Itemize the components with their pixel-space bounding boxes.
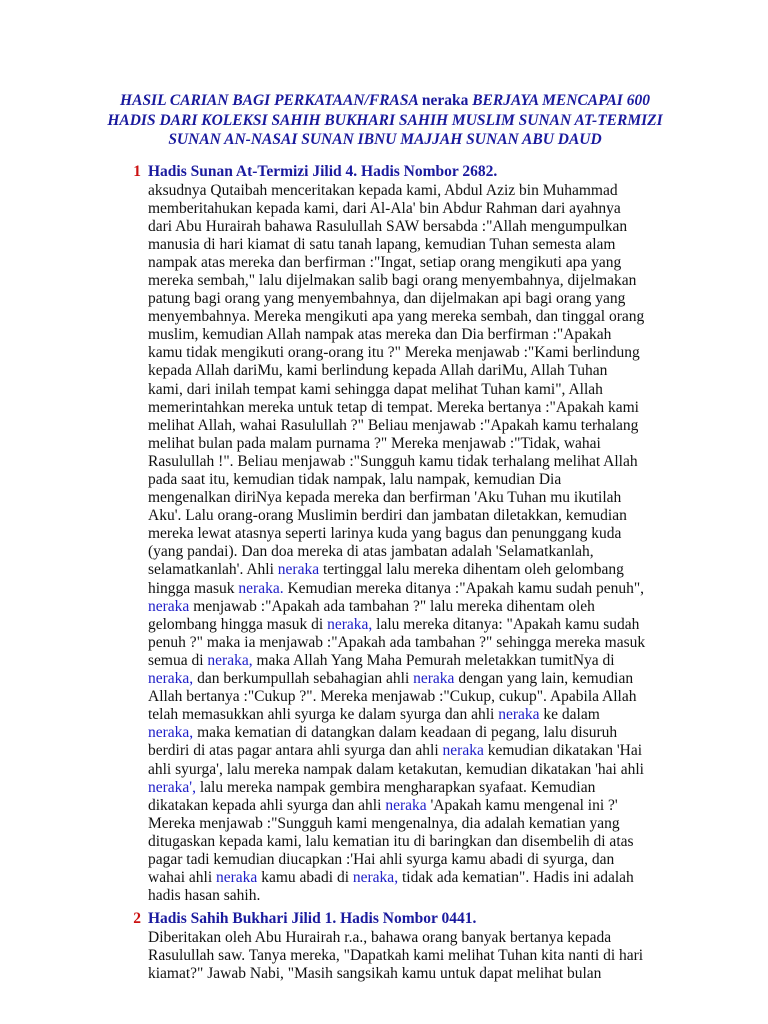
text-line — [148, 507, 644, 525]
text-segment: aksudnya Qutaibah menceritakan kepada kami, Abdul Aziz bin Muhammad — [148, 181, 618, 199]
text-segment: 'Apakah kamu mengenal ini ?' — [426, 796, 618, 814]
result-text — [148, 182, 644, 906]
text-line — [148, 815, 644, 833]
text-line — [148, 344, 644, 362]
text-segment: wahai ahli — [148, 869, 217, 887]
heading-suffix: BERJAYA MENCAPAI 600 — [472, 92, 650, 109]
text-segment: ke dalam — [539, 706, 600, 724]
text-segment: kami, dari inilah tempat kami sehingga dapat melihat Tuhan kami", Allah — [148, 380, 603, 398]
text-segment: Diberitakan oleh Abu Hurairah r.a., bahawa orang banyak bertanya kepada — [148, 928, 612, 946]
text-segment: muslim, kemudian Allah nampak atas mereka dan Dia berfirman :"Apakah — [148, 326, 612, 344]
text-line — [148, 742, 644, 760]
keyword-highlight[interactable]: neraka, — [148, 670, 194, 688]
text-segment: dan berkumpullah sebahagian ahli — [193, 670, 414, 688]
text-line — [148, 489, 644, 507]
text-segment: pada saat itu, kemudian tidak nampak, lalu nampak, kemudian Dia — [148, 471, 562, 488]
text-line — [148, 779, 644, 797]
keyword-highlight[interactable]: neraka — [442, 742, 484, 760]
text-line — [148, 724, 644, 742]
text-segment: dikatakan kepada ahli syurga dan ahli — [148, 796, 386, 814]
text-line — [148, 381, 644, 399]
keyword-highlight[interactable]: neraka, — [207, 651, 253, 669]
text-segment: Allah bertanya :"Cukup ?". Mereka menjawab :"Cukup, cukup". Apabila Allah — [148, 688, 637, 706]
text-line — [148, 634, 644, 652]
keyword-highlight[interactable]: neraka, — [148, 724, 194, 742]
text-segment: menyembahnya. Mereka mengikuti apa yang mereka sembah, dan tinggal orang — [148, 308, 645, 326]
text-segment: memerintahkan mereka untuk tetap di tempat. Mereka bertanya :"Apakah kami — [148, 398, 639, 416]
text-line — [148, 688, 644, 706]
text-line — [148, 947, 644, 965]
keyword-highlight[interactable]: neraka — [413, 670, 455, 688]
text-line — [148, 965, 644, 983]
text-line — [148, 435, 644, 453]
text-segment: hadis hasan sahih. — [148, 887, 261, 905]
text-line — [148, 543, 644, 561]
text-line — [148, 761, 644, 779]
text-segment: patung bagi orang yang menyembahnya, dan dijelmakan api bagi orang yang — [148, 290, 626, 308]
text-line — [148, 670, 644, 688]
text-line — [148, 182, 644, 200]
text-segment: (yang pandai). Dan doa mereka di atas jambatan adalah 'Selamatkanlah, — [148, 543, 594, 561]
text-line — [148, 580, 644, 598]
text-line — [148, 453, 644, 471]
text-segment: kiamat?" Jawab Nabi, "Masih sangsikah kamu untuk dapat melihat bulan — [148, 964, 602, 982]
text-line — [148, 869, 644, 887]
text-line — [148, 561, 644, 579]
text-segment: melihat Allah, wahai Rasulullah ?" Beliau menjawab :"Apakah kamu terhalang — [148, 416, 639, 434]
text-line — [148, 616, 644, 634]
text-line — [148, 598, 644, 616]
text-segment: mengenalkan diriNya kepada mereka dan berfirman 'Aku Tuhan mu ikutilah — [148, 489, 622, 507]
text-segment: kamu tidak mengikuti orang-orang itu ?" Mereka menjawab :"Kami berlindung — [148, 344, 640, 362]
search-results-heading — [100, 91, 670, 150]
result-number: 1 — [133, 163, 141, 180]
result-number: 2 — [133, 910, 141, 927]
text-segment: tertinggal lalu mereka dihentam oleh gelombang — [319, 561, 624, 579]
text-segment: penuh ?" maka ia menjawab :"Apakah ada tambahan ?" sehingga mereka masuk — [148, 633, 646, 651]
text-segment: hingga masuk — [148, 579, 239, 597]
heading-line-1 — [100, 91, 670, 111]
text-line — [148, 236, 644, 254]
keyword-highlight[interactable]: neraka, — [352, 869, 399, 887]
text-segment: maka kematian di datangkan dalam keadaan di pegang, lalu disuruh — [193, 724, 618, 742]
text-line — [148, 929, 644, 947]
text-line — [148, 362, 644, 380]
text-line — [148, 399, 644, 417]
text-segment: gelombang hingga masuk di — [148, 615, 328, 633]
text-segment: mereka sembah," lalu dijelmakan salib bagi orang menyembahnya, dijelmakan — [148, 271, 637, 289]
keyword-highlight[interactable]: neraka. — [238, 579, 284, 597]
text-line — [148, 706, 644, 724]
text-line — [148, 308, 644, 326]
keyword-highlight[interactable]: neraka — [385, 796, 427, 814]
text-segment: nampak atas mereka dan berfirman :"Ingat, setiap orang mengikuti apa yang — [148, 253, 622, 271]
result-text — [148, 929, 644, 983]
text-segment: Mereka menjawab :"Sungguh kami mengenalnya, dia adalah kematian yang — [148, 814, 620, 832]
text-line — [148, 290, 644, 308]
text-segment: kamu abadi di — [257, 869, 353, 887]
text-segment: dengan yang lain, kemudian — [454, 670, 634, 688]
keyword-highlight[interactable]: neraka — [148, 597, 190, 615]
text-segment: semua di — [148, 651, 208, 669]
keyword-highlight[interactable]: neraka', — [148, 778, 196, 796]
text-segment: maka Allah Yang Maha Pemurah meletakkan tumitNya di — [252, 651, 615, 669]
result-title-link[interactable]: Hadis Sahih Bukhari Jilid 1. Hadis Nombor 0441. — [148, 910, 477, 927]
text-segment: berdiri di atas pagar antara ahli syurga dan ahli — [148, 742, 443, 760]
text-line — [148, 417, 644, 435]
text-line — [148, 887, 644, 905]
text-line — [148, 851, 644, 869]
text-segment: telah memasukkan ahli syurga ke dalam syurga dan ahli — [148, 706, 499, 724]
text-segment: melihat bulan pada malam purnama ?" Mereka menjawab :"Tidak, wahai — [148, 434, 601, 452]
text-segment: Rasulullah !". Beliau menjawab :"Sungguh kamu tidak terhalang melihat Allah — [148, 452, 638, 470]
text-segment: ahli syurga', lalu mereka nampak dalam ketakutan, kemudian dikatakan 'hai ahli — [148, 760, 644, 778]
text-segment: selamatkanlah'. Ahli — [148, 561, 278, 579]
text-segment: Aku'. Lalu orang-orang Muslimin berdiri dan jambatan diletakkan, kemudian — [148, 507, 627, 525]
result-title-link[interactable]: Hadis Sunan At-Termizi Jilid 4. Hadis Nombor 2682. — [148, 163, 498, 180]
text-line — [148, 218, 644, 236]
keyword-highlight[interactable]: neraka — [277, 561, 320, 579]
text-segment: lalu mereka nampak gembira mengharapkan syafaat. Kemudian — [195, 778, 596, 796]
text-segment: pagar tadi kemudian diucapkan :'Hai ahli syurga kamu abadi di syurga, dan — [148, 850, 615, 868]
text-segment: ditugaskan kepada kami, lalu kematian itu di baringkan dan disembelih di atas — [148, 832, 634, 850]
heading-line-3: SUNAN AN-NASAI SUNAN IBNU MAJJAH SUNAN ABU DAUD — [168, 131, 602, 148]
keyword-highlight[interactable]: neraka — [498, 706, 540, 724]
text-segment: lalu mereka ditanya: "Apakah kamu sudah — [372, 615, 640, 633]
text-line — [148, 254, 644, 272]
heading-line-2: HADIS DARI KOLEKSI SAHIH BUKHARI SAHIH MUSLIM SUNAN AT-TERMIZI — [107, 111, 663, 129]
text-line — [148, 525, 644, 543]
text-segment: memberitahukan kepada kami, dari Al-Ala' bin Abdur Rahman dari ayahnya — [148, 199, 621, 217]
text-line — [148, 200, 644, 218]
text-line — [148, 833, 644, 851]
text-line — [148, 652, 644, 670]
text-segment: Rasulullah saw. Tanya mereka, "Dapatkah kami melihat Tuhan kita nanti di hari — [148, 946, 644, 964]
heading-keyword: neraka — [421, 92, 469, 109]
text-line — [148, 471, 644, 489]
keyword-highlight[interactable]: neraka, — [327, 615, 373, 633]
text-line — [148, 326, 644, 344]
text-segment: kepada Allah dariMu, kami berlindung kepada Allah dariMu, Allah Tuhan — [148, 362, 608, 380]
keyword-highlight[interactable]: neraka — [216, 869, 258, 887]
text-segment: dari Abu Hurairah bahawa Rasulullah SAW bersabda :"Allah mengumpulkan — [148, 217, 628, 235]
text-segment: manusia di hari kiamat di satu tanah lapang, kemudian Tuhan semesta alam — [148, 235, 616, 253]
text-segment: mereka lewat atasnya seperti larinya kuda yang bagus dan penunggang kuda — [148, 525, 622, 543]
text-segment: menjawab :"Apakah ada tambahan ?" lalu mereka dihentam oleh — [189, 597, 595, 615]
heading-prefix: HASIL CARIAN BAGI PERKATAAN/FRASA — [120, 92, 418, 109]
text-line — [148, 272, 644, 290]
text-line — [148, 797, 644, 815]
text-segment: Kemudian mereka ditanya :"Apakah kamu sudah penuh", — [283, 579, 645, 597]
text-segment: kemudian dikatakan 'Hai — [483, 742, 643, 760]
text-segment: tidak ada kematian". Hadis ini adalah — [398, 869, 634, 887]
